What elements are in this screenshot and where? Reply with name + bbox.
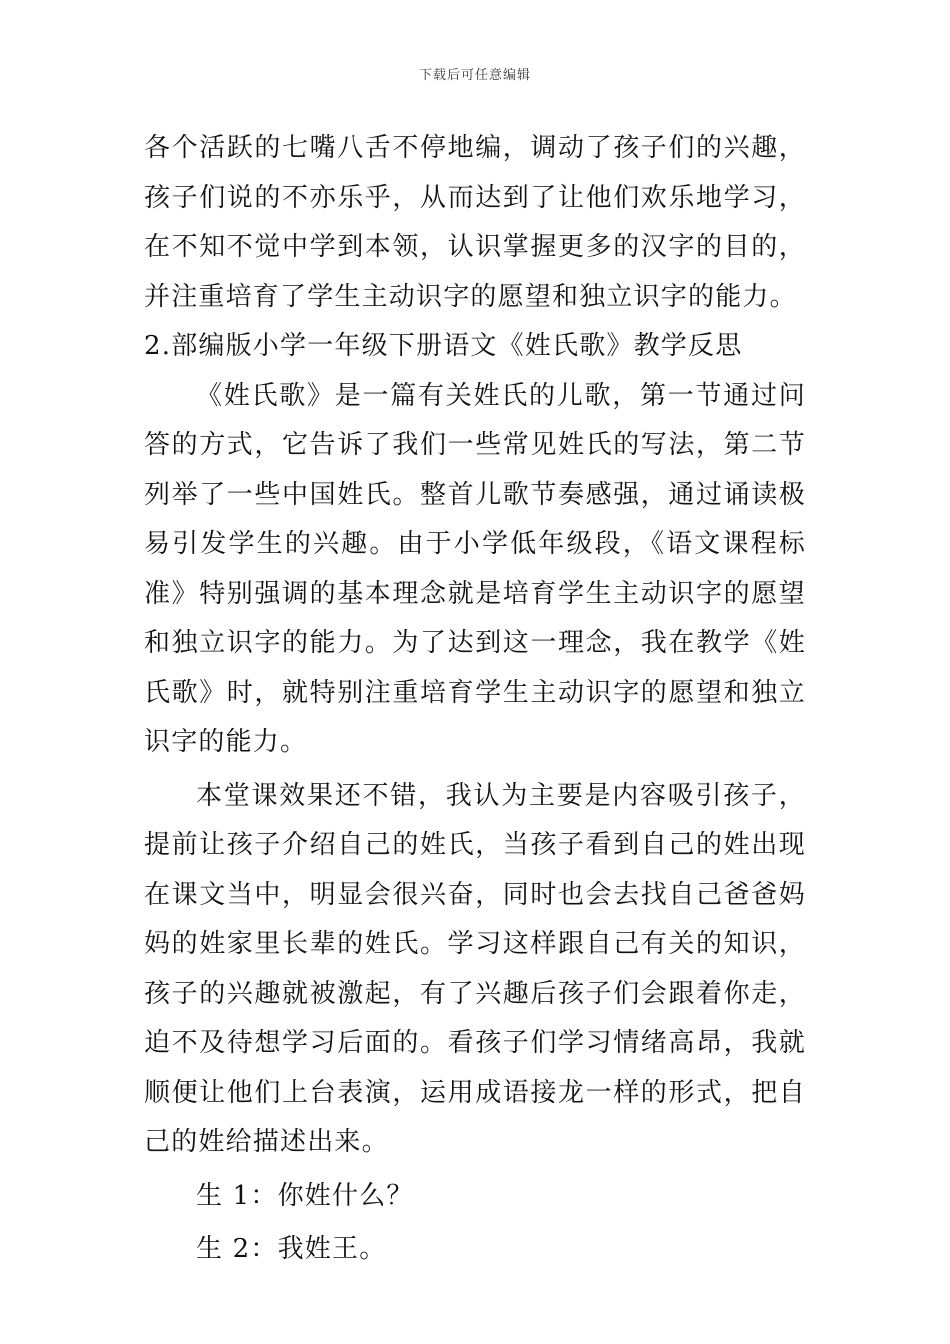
paragraph-reflection: 本堂课效果还不错，我认为主要是内容吸引孩子，提前让孩子介绍自己的姓氏，当孩子看到自己的姓出现在课文当中，明显会很兴奋，同时也会去找自己爸爸妈妈的姓家里长辈的姓氏。学习这样跟自己有关的知识，孩子的兴趣就被激起，有了兴趣后孩子们会跟着你走，迫不及待想学习后面的。看孩子们学习情绪高昂，我就顺便让他们上台表演，运用成语接龙一样的形式，把自己的姓给描述出来。 [144, 780, 806, 1157]
section-heading: 2.部编版小学一年级下册语文《姓氏歌》教学反思 [144, 331, 743, 361]
dialog-line-student-1: 生 1：你姓什么？ [196, 1180, 414, 1211]
paragraph-intro: 《姓氏歌》是一篇有关姓氏的儿歌，第一节通过问答的方式，它告诉了我们一些常见姓氏的写法，第二节列举了一些中国姓氏。整首儿歌节奏感强，通过诵读极易引发学生的兴趣。由于小学低年级段，《语文课程标准》特别强调的基本理念就是培育学生主动识字的愿望和独立识字的能力。为了达到这一理念，我在教学《姓氏歌》时，就特别注重培育学生主动识字的愿望和独立识字的能力。 [144, 380, 806, 757]
document-body [144, 124, 806, 1275]
dialog-line-student-2: 生 2：我姓王。 [196, 1234, 387, 1264]
page-header: 下载后可任意编辑 [418, 68, 531, 83]
paragraph-continuation: 各个活跃的七嘴八舌不停地编，调动了孩子们的兴趣，孩子们说的不亦乐乎，从而达到了让他们欢乐地学习，在不知不觉中学到本领，认识掌握更多的汉字的目的，并注重培育了学生主动识字的愿望和独立识字的能力。 [144, 133, 806, 312]
